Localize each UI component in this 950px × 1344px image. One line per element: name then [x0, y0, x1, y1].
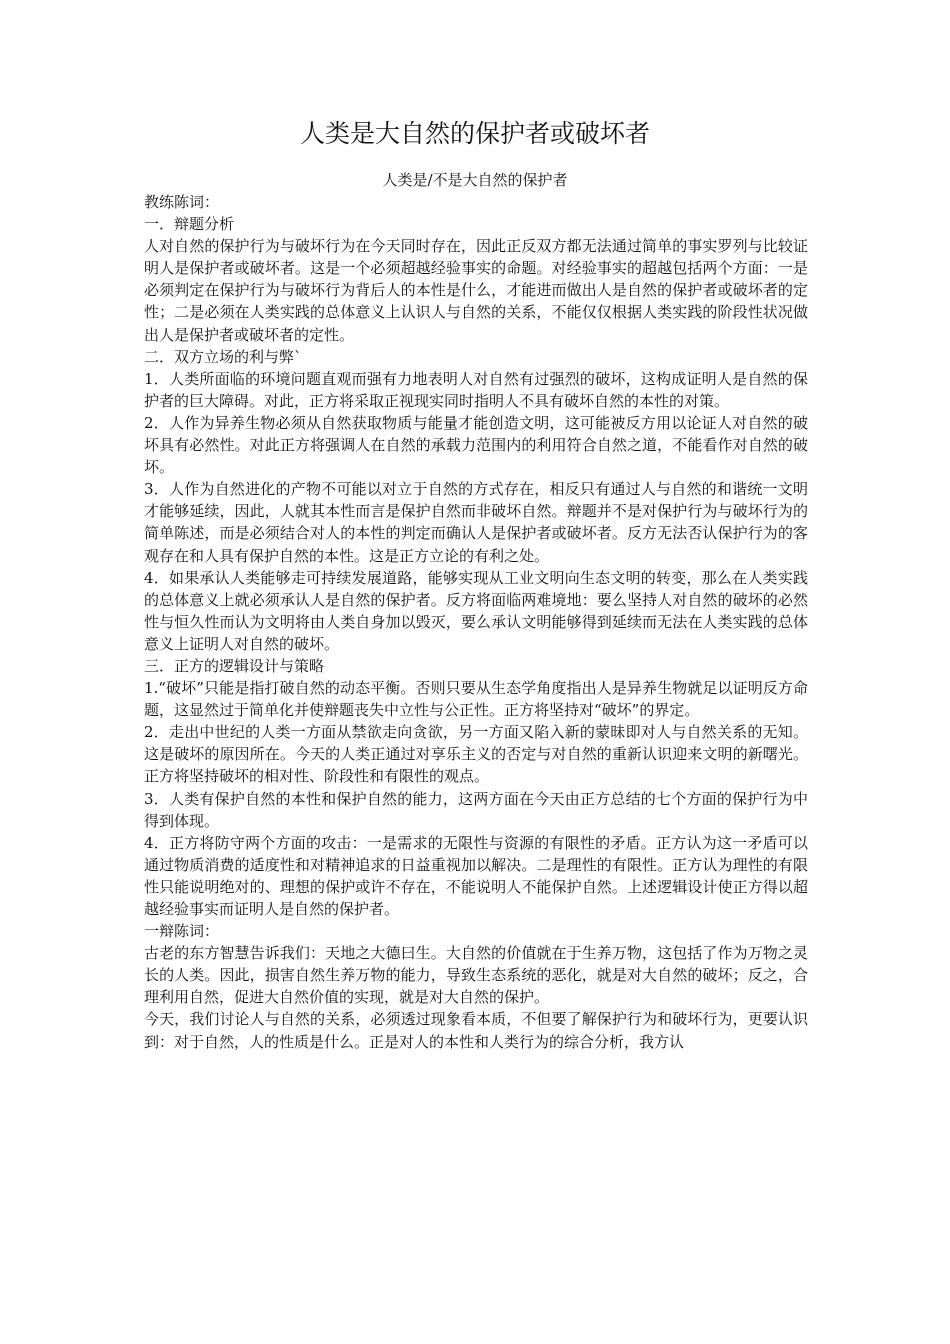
paragraph: 古老的东方智慧告诉我们：天地之大德曰生。大自然的价值就在于生养万物，这包括了作为万物之灵长的人类。因此，损害自然生养万物的能力，导致生态系统的恶化，就是对大自然的破坏；反之，合理利用自然，促进大自然价值的实现，就是对大自然的保护。: [144, 944, 808, 1007]
paragraph: 一辩陈词：: [144, 922, 220, 941]
paragraph: 4．如果承认人类能够走可持续发展道路，能够实现从工业文明向生态文明的转变，那么在人类实践的总体意义上就必须承认人是自然的保护者。反方将面临两难境地：要么坚持人对自然的破坏的必然性与恒久性而认为文明将由人类自身加以毁灭，要么承认文明能够得到延续而无法在人类实践的总体意义上证明人对自然的破坏。: [144, 568, 808, 653]
paragraph: 1．人类所面临的环境问题直观而强有力地表明人对自然有过强烈的破坏，这构成证明人是自然的保护者的巨大障碍。对此，正方将采取正视现实同时指明人不具有破坏自然的本性的对策。: [144, 369, 808, 410]
paragraph: 二．双方立场的利与弊`: [144, 347, 302, 366]
paragraph: 教练陈词：: [144, 193, 220, 211]
paragraph: 3．人类有保护自然的本性和保护自然的能力，这两方面在今天由正方总结的七个方面的保护行为中得到体现。: [144, 789, 808, 830]
paragraph: 今天，我们讨论人与自然的关系，必须透过现象看本质，不但要了解保护行为和破坏行为，更要认识到：对于自然，人的性质是什么。正是对人的本性和人类行为的综合分析，我方认: [144, 1010, 808, 1051]
document-title: 人类是大自然的保护者或破坏者: [299, 119, 650, 148]
paragraph: 三．正方的逻辑设计与策略: [144, 656, 325, 675]
paragraph: 2．人作为异养生物必须从自然获取物质与能量才能创造文明，这可能被反方用以论证人对自然的破坏具有必然性。对此正方将强调人在自然的承载力范围内的利用符合自然之道，不能看作对自然的破坏。: [144, 413, 808, 477]
paragraph: 一．辩题分析: [144, 215, 235, 234]
paragraph: 人对自然的保护行为与破坏行为在今天同时存在，因此正反双方都无法通过简单的事实罗列与比较证明人是保护者或破坏者。这是一个必须超越经验事实的命题。对经验事实的超越包括两个方面：一是必须判定在保护行为与破坏行为背后人的本性是什么，才能进而做出人是自然的保护者或破坏者的定性；二是必须在人类实践的总体意义上认识人与自然的关系，不能仅仅根据人类实践的阶段性状况做出人是保护者或破坏者的定性。: [144, 237, 808, 344]
document-body: [144, 191, 808, 1053]
paragraph: 4．正方将防守两个方面的攻击：一是需求的无限性与资源的有限性的矛盾。正方认为这一矛盾可以通过物质消费的适度性和对精神追求的日益重视加以解决。二是理性的有限性。正方认为理性的有限性只能说明绝对的、理想的保护或许不存在，不能说明人不能保护自然。上述逻辑设计使正方得以超越经验事实而证明人是自然的保护者。: [144, 833, 808, 918]
document-subtitle: 人类是/不是大自然的保护者: [382, 171, 568, 189]
paragraph: 2．走出中世纪的人类一方面从禁欲走向贪欲，另一方面又陷入新的蒙昧即对人与自然关系的无知。这是破坏的原因所在。今天的人类正通过对享乐主义的否定与对自然的重新认识迎来文明的新曙光。正方将坚持破坏的相对性、阶段性和有限性的观点。: [144, 723, 808, 786]
paragraph: 1.“破坏”只能是指打破自然的动态平衡。否则只要从生态学角度指出人是异养生物就足以证明反方命题，这显然过于简单化并使辩题丧失中立性与公正性。正方将坚持对“破坏”的界定。: [144, 679, 808, 720]
paragraph: 3．人作为自然进化的产物不可能以对立于自然的方式存在，相反只有通过人与自然的和谐统一文明才能够延续，因此，人就其本性而言是保护自然而非破坏自然。辩题并不是对保护行为与破坏行为的简单陈述，而是必须结合对人的本性的判定而确认人是保护者或破坏者。反方无法否认保护行为的客观存在和人具有保护自然的本性。这是正方立论的有利之处。: [144, 480, 808, 565]
